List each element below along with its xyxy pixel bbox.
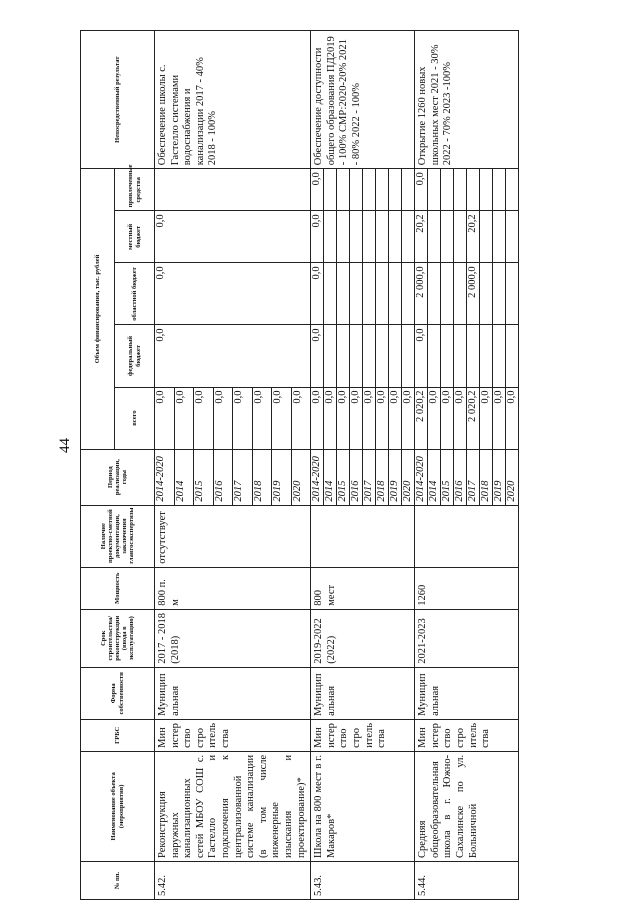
- year-total: 2 020,2: [467, 387, 480, 449]
- financing-table: [80, 30, 519, 900]
- row-term: 2021-2023: [415, 609, 519, 667]
- row-name: Средняя общеобразовательная школа в г. Южно-Сахалинске по ул. Больничной: [415, 751, 519, 861]
- year-total: 0,0: [454, 387, 467, 449]
- row-psd: отсутствует: [155, 505, 311, 567]
- row-psd: [311, 505, 415, 567]
- header-psd: Наличие проектно-сметной документации, заключения главгосэкспертизы: [81, 505, 155, 567]
- year-total: 0,0: [324, 387, 337, 449]
- year-cell: 2016: [350, 449, 363, 505]
- year-cell: 2020: [291, 449, 311, 505]
- year-total: 0,0: [506, 387, 519, 449]
- year-total: 0,0: [480, 387, 493, 449]
- header-ownership: Форма собственности: [81, 667, 155, 719]
- header-result: Непосредственный результат: [81, 31, 155, 169]
- period-main: 2014-2020: [415, 449, 428, 505]
- year-total: 0,0: [194, 387, 214, 449]
- header-regional: областной бюджет: [115, 263, 155, 325]
- header-financing: Объем финансирования, тыс. рублей: [81, 169, 115, 449]
- page-number: 44: [56, 437, 73, 453]
- header-num: № пп.: [81, 861, 155, 899]
- year-cell: 2017: [467, 449, 480, 505]
- row-term: 2017 - 2018 (2018): [155, 609, 311, 667]
- financing-table-rotated: [80, 30, 640, 900]
- federal-value: 0,0: [415, 325, 428, 387]
- local-value: 0,0: [155, 211, 311, 263]
- row-ownership: Муниципальная: [155, 667, 311, 719]
- local-value: 0,0: [311, 211, 324, 263]
- header-name: Наименование объекта (мероприятия): [81, 751, 155, 861]
- year-total: 0,0: [233, 387, 253, 449]
- total-main: 0,0: [311, 387, 324, 449]
- year-cell: 2016: [213, 449, 233, 505]
- year-cell: 2014: [174, 449, 194, 505]
- year-total: 0,0: [174, 387, 194, 449]
- regional-value: 0,0: [155, 263, 311, 325]
- year-cell: 2020: [506, 449, 519, 505]
- total-main: 0,0: [155, 387, 175, 449]
- regional-value: 0,0: [311, 263, 324, 325]
- year-total: 0,0: [389, 387, 402, 449]
- header-period: Период реализации, годы: [81, 449, 155, 505]
- year-cell: 2018: [376, 449, 389, 505]
- year-cell: 2016: [454, 449, 467, 505]
- row-result: Обеспечение школы с. Гастелло системами водоснабжения и канализации 2017 - 40% 2018 - 100%: [155, 31, 311, 169]
- other-value: [155, 169, 311, 211]
- year-total: 0,0: [402, 387, 415, 449]
- row-grbs: Министерство строительства: [155, 719, 311, 751]
- year-cell: 2017: [363, 449, 376, 505]
- year-cell: 2018: [480, 449, 493, 505]
- year-cell: 2015: [441, 449, 454, 505]
- year-total: 0,0: [363, 387, 376, 449]
- year-cell: 2014: [428, 449, 441, 505]
- year-total: 0,0: [441, 387, 454, 449]
- row-ownership: Муниципальная: [415, 667, 519, 719]
- period-main: 2014-2020: [311, 449, 324, 505]
- header-term: Срок строительства/реконструкции (ввода в эксплуатацию): [81, 609, 155, 667]
- header-federal: федеральный бюджет: [115, 325, 155, 387]
- year-total: 0,0: [252, 387, 272, 449]
- row-ownership: Муниципальная: [311, 667, 415, 719]
- year-cell: 2019: [272, 449, 292, 505]
- federal-value: 0,0: [155, 325, 311, 387]
- regional-value: 2 000,0: [415, 263, 428, 325]
- year-cell: 2015: [194, 449, 214, 505]
- year-total: 0,0: [272, 387, 292, 449]
- year-cell: 2018: [252, 449, 272, 505]
- row-capacity: 800 п. м: [155, 567, 311, 609]
- year-total: 0,0: [213, 387, 233, 449]
- year-cell: 2019: [389, 449, 402, 505]
- row-num: 5.43.: [311, 861, 415, 899]
- header-grbs: ГРБС: [81, 719, 155, 751]
- row-psd: [415, 505, 519, 567]
- other-value: 0,0: [415, 169, 428, 211]
- regional-value-2017: 2 000,0: [467, 263, 480, 325]
- header-total: всего: [115, 387, 155, 449]
- row-result: Открытие 1260 новых школьных мест 2021 - 30% 2022 - 70% 2023 -100%: [415, 31, 519, 169]
- header-other: привлеченные средства: [115, 169, 155, 211]
- row-grbs: Министерство строительства: [311, 719, 415, 751]
- row-result: Обеспечение доступности общего образования ПД2019 - 100% СМР:2020-20% 2021 - 80% 2022 - 100%: [311, 31, 415, 169]
- row-num: 5.42.: [155, 861, 311, 899]
- federal-value: 0,0: [311, 325, 324, 387]
- year-total: 0,0: [291, 387, 311, 449]
- table-row: [415, 31, 428, 900]
- header-capacity: Мощность: [81, 567, 155, 609]
- year-cell: 2019: [493, 449, 506, 505]
- other-value: 0,0: [311, 169, 324, 211]
- row-num: 5.44.: [415, 861, 519, 899]
- row-capacity: 1260: [415, 567, 519, 609]
- year-cell: 2020: [402, 449, 415, 505]
- local-value: 20,2: [415, 211, 428, 263]
- year-cell: 2015: [337, 449, 350, 505]
- row-name: Реконструкция наружных канализационных сетей МБОУ СОШ с. Гастелло и подключения к централизованной системе канализации (в том числе инженерные изыскания и проектирование)*: [155, 751, 311, 861]
- year-total: 0,0: [428, 387, 441, 449]
- header-local: местный бюджет: [115, 211, 155, 263]
- table-row: [311, 31, 324, 900]
- table-row: [155, 31, 175, 900]
- row-capacity: 800 мест: [311, 567, 415, 609]
- year-total: 0,0: [350, 387, 363, 449]
- row-term: 2019-2022 (2022): [311, 609, 415, 667]
- period-main: 2014-2020: [155, 449, 175, 505]
- year-cell: 2017: [233, 449, 253, 505]
- year-total: 0,0: [337, 387, 350, 449]
- row-name: Школа на 800 мест в г. Макаров*: [311, 751, 415, 861]
- year-total: 0,0: [376, 387, 389, 449]
- local-value-2017: 20,2: [467, 211, 480, 263]
- year-cell: 2014: [324, 449, 337, 505]
- total-main: 2 020,2: [415, 387, 428, 449]
- year-total: 0,0: [493, 387, 506, 449]
- rotated-table-frame: [80, 30, 640, 900]
- row-grbs: Министерство строительства: [415, 719, 519, 751]
